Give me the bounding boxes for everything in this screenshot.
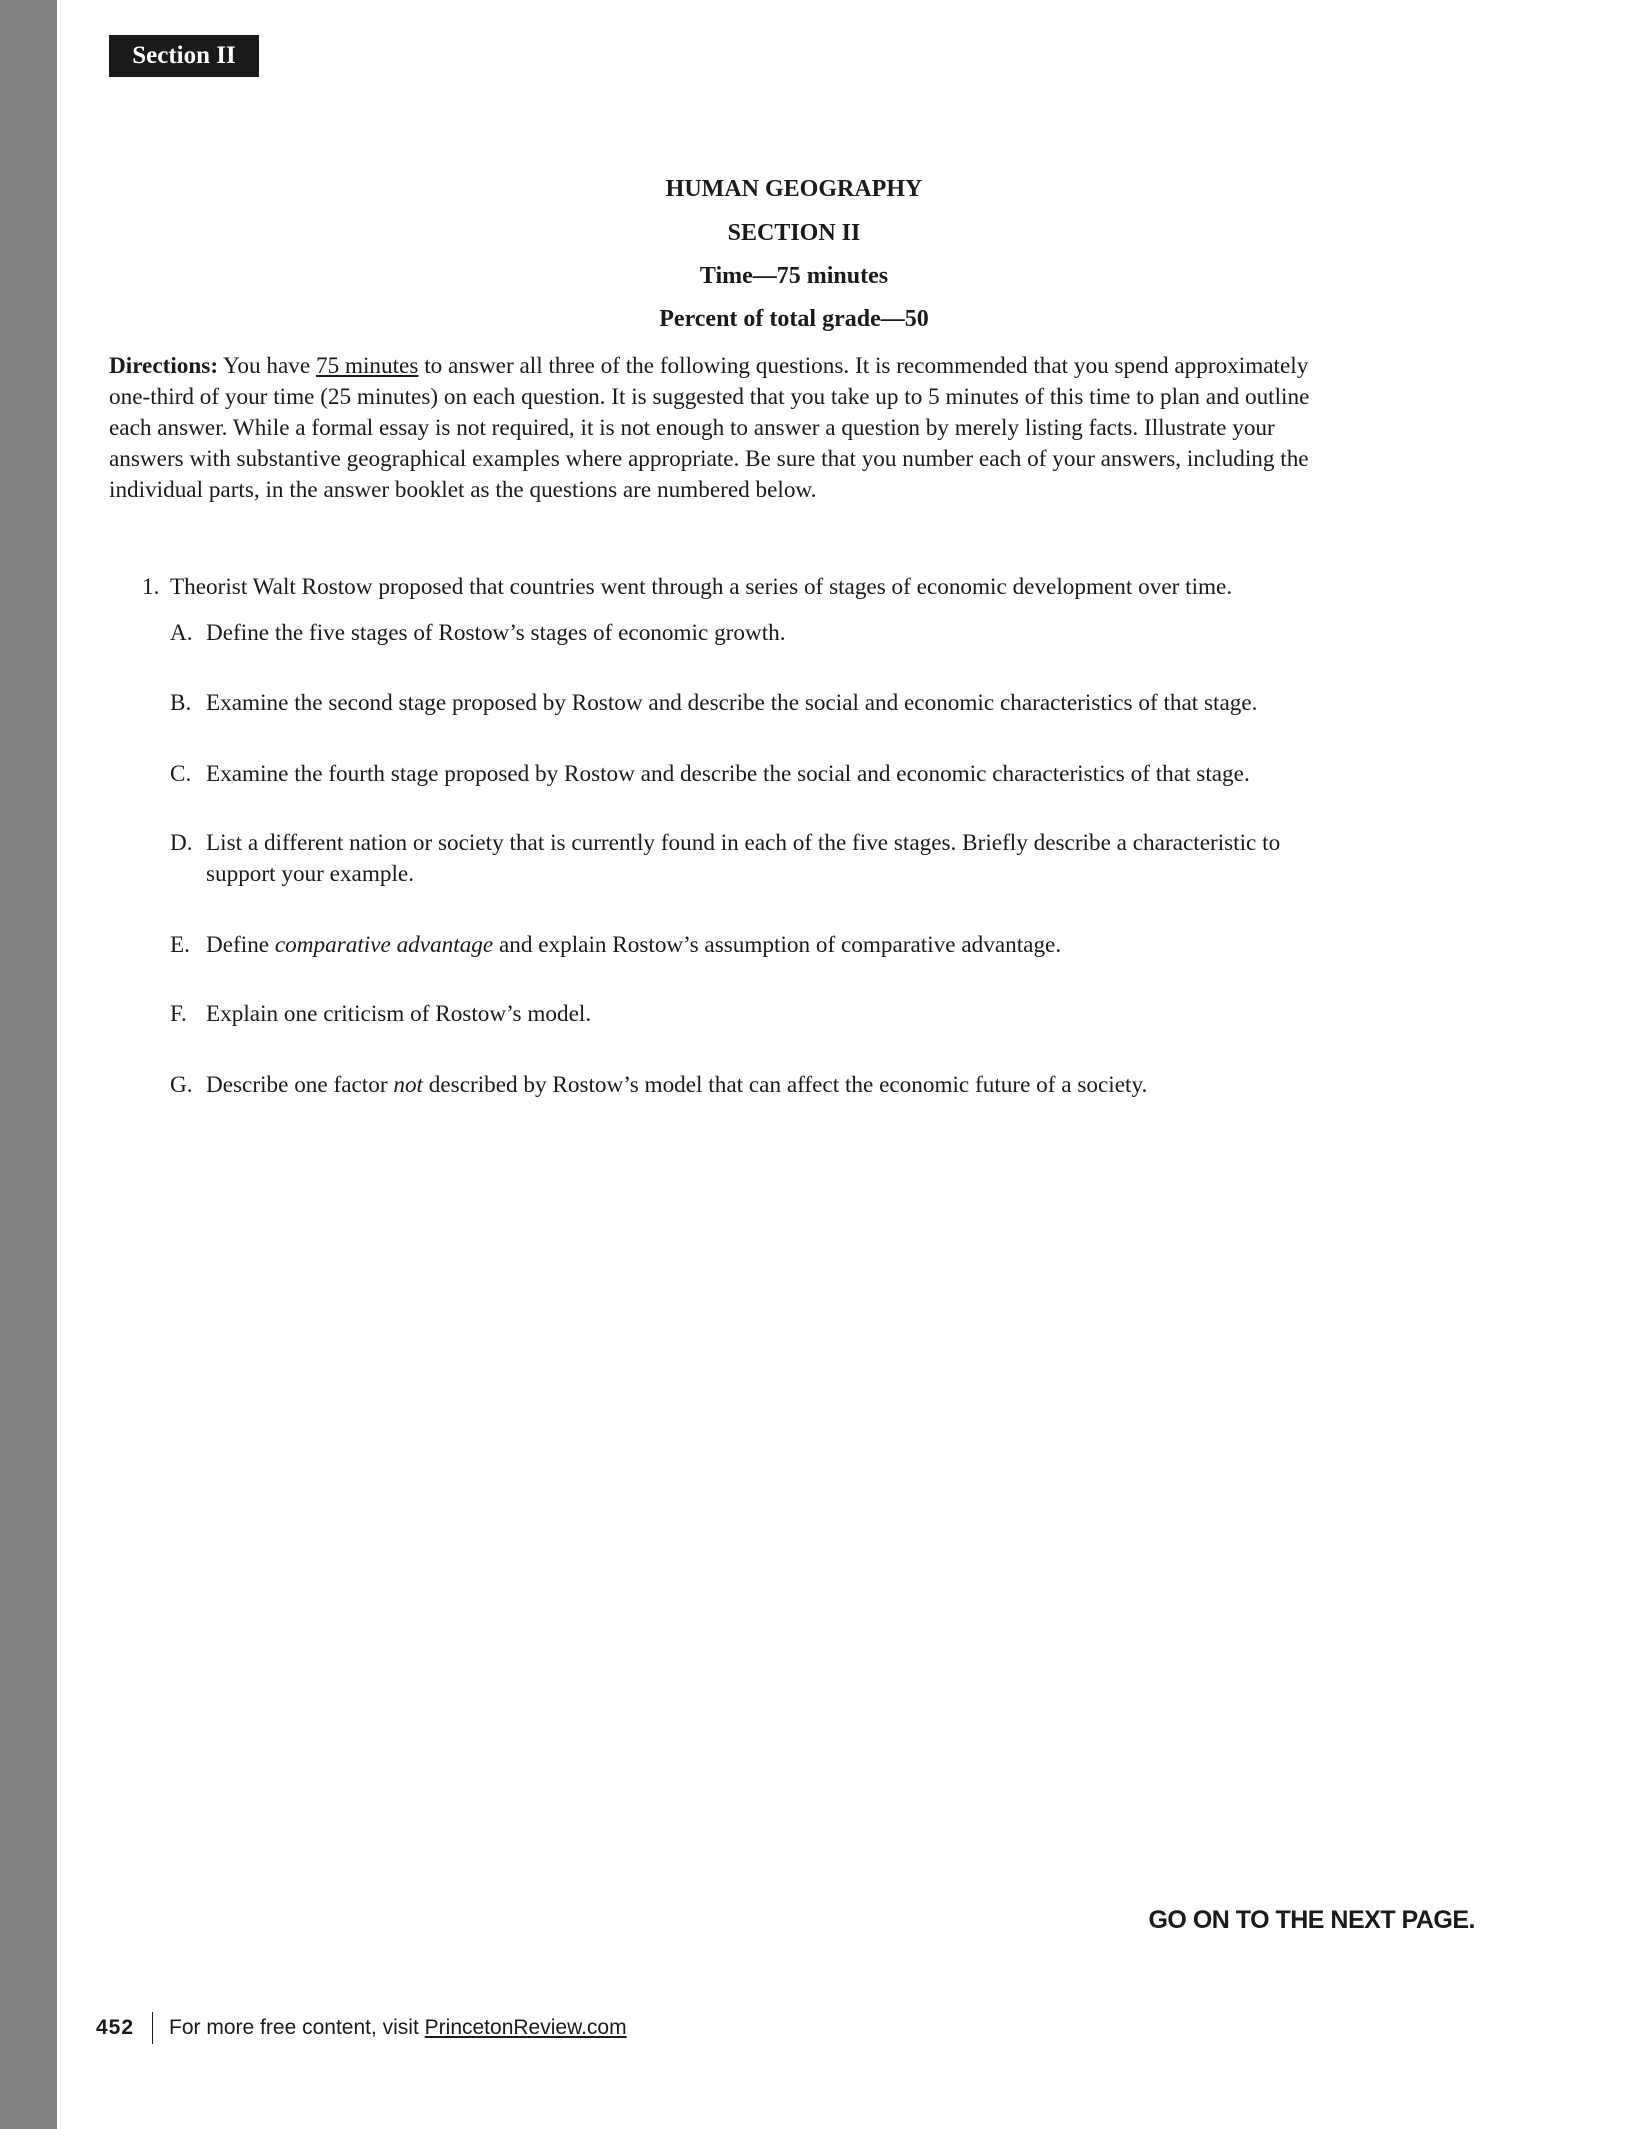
part-letter: F.: [170, 1001, 187, 1027]
part-f: [170, 999, 591, 1030]
part-text: and explain Rostow’s assumption of comparative advantage.: [493, 932, 1062, 958]
directions-label: Directions:: [109, 353, 219, 379]
section-heading: SECTION II: [727, 220, 861, 246]
footer-text: For more free content, visit: [169, 2016, 419, 2039]
part-c: [170, 759, 1250, 790]
part-letter: C.: [170, 761, 192, 787]
part-letter: A.: [170, 620, 193, 646]
part-text: support your example.: [206, 861, 414, 887]
question-text: Theorist Walt Rostow proposed that countries went through a series of stages of economic development over time.: [170, 574, 1233, 600]
part-a: [170, 618, 786, 649]
part-letter: D.: [170, 830, 193, 856]
part-text: Define: [206, 932, 275, 958]
part-text: Examine the second stage proposed by Rostow and describe the social and economic characteristics of that stage.: [206, 690, 1258, 716]
directions-text: You have: [218, 353, 316, 379]
grade-percent: Percent of total grade—50: [659, 306, 929, 332]
part-b: [170, 688, 1257, 719]
part-d: [170, 828, 1280, 890]
section-tab: Section II: [109, 35, 259, 77]
question-number: 1.: [142, 574, 160, 600]
part-emphasis: comparative advantage: [274, 932, 494, 958]
part-letter: E.: [170, 932, 190, 958]
part-text: described by Rostow’s model that can affect the economic future of a society.: [422, 1072, 1148, 1098]
part-text: Explain one criticism of Rostow’s model.: [206, 1001, 592, 1027]
directions-line: each answer. While a formal essay is not required, it is not enough to answer a question by merely listing facts. Illustrate your: [109, 415, 1275, 441]
directions-line: individual parts, in the answer booklet as the questions are numbered below.: [109, 477, 817, 503]
directions-text: to answer all three of the following questions. It is recommended that you spend approximately: [418, 353, 1309, 379]
part-text: Define the five stages of Rostow’s stages of economic growth.: [206, 620, 786, 646]
part-letter: G.: [170, 1072, 193, 1098]
part-text: Examine the fourth stage proposed by Rostow and describe the social and economic characteristics of that stage.: [206, 761, 1250, 787]
directions-line: one-third of your time (25 minutes) on each question. It is suggested that you take up to 5 minutes of this time to plan and outline: [109, 384, 1310, 410]
directions-line: answers with substantive geographical examples where appropriate. Be sure that you number each of your answers, including the: [109, 446, 1309, 472]
go-on-notice: GO ON TO THE NEXT PAGE.: [1148, 1906, 1475, 1934]
time-limit: Time—75 minutes: [699, 263, 889, 289]
directions-underlined: 75 minutes: [315, 353, 419, 379]
part-e: [170, 930, 1061, 961]
directions: [109, 351, 1454, 506]
question-1: [142, 572, 1233, 603]
part-letter: B.: [170, 690, 192, 716]
page-footer: [96, 2012, 627, 2044]
princeton-review-link[interactable]: PrincetonReview.com: [424, 2016, 627, 2039]
footer-divider: [152, 2012, 153, 2044]
part-text: List a different nation or society that is currently found in each of the five stages. Briefly describe a characteristic to: [206, 830, 1281, 856]
part-text: Describe one factor: [206, 1072, 394, 1098]
exam-title: HUMAN GEOGRAPHY: [665, 176, 923, 202]
part-emphasis: not: [393, 1072, 423, 1098]
page-number: 452: [96, 2016, 135, 2039]
part-g: [170, 1070, 1147, 1101]
